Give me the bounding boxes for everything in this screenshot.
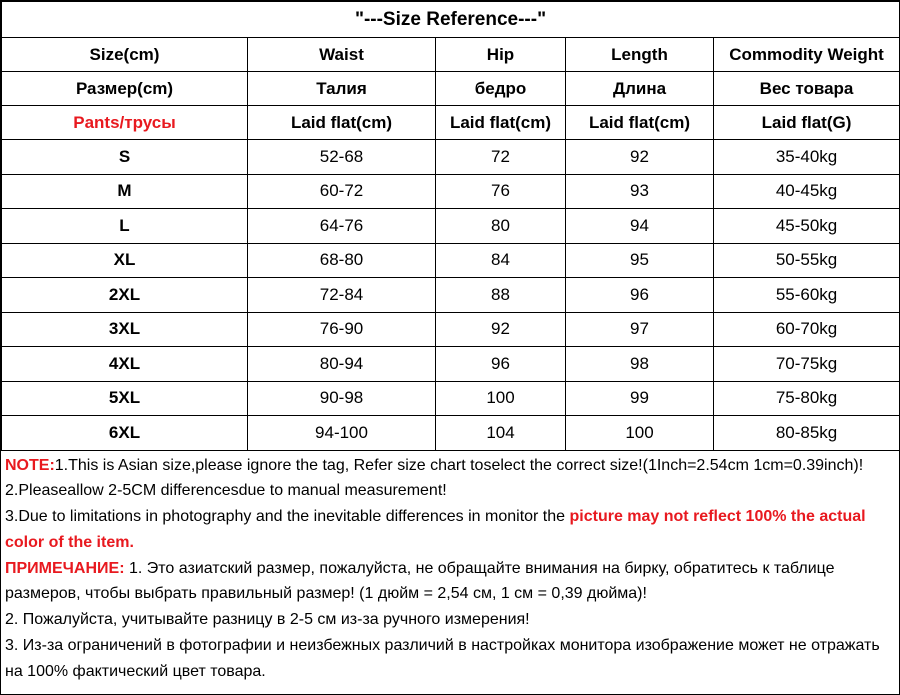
weight-cell: 55-60kg [714,278,900,313]
table-title-row [2,2,900,38]
unit-row [2,106,900,140]
size-cell: 4XL [2,347,248,382]
note-1-text: 1.This is Asian size,please ignore the tag, Refer size chart toselect the correct size!(1Inch=2.54cm 1cm=0.39inch)! [54,456,864,474]
length-cell: 94 [566,209,714,244]
header-hip-ru: бедро [436,72,566,106]
note-1 [5,453,895,479]
unit-hip: Laid flat(cm) [436,106,566,140]
waist-cell: 76-90 [248,312,436,347]
length-cell: 100 [566,416,714,451]
section-label-pants: Pants/трусы [2,106,248,140]
length-cell: 96 [566,278,714,313]
hip-cell: 84 [436,243,566,278]
waist-cell: 72-84 [248,278,436,313]
header-weight-ru: Вес товара [714,72,900,106]
header-row-ru [2,72,900,106]
weight-cell: 70-75kg [714,347,900,382]
waist-cell: 52-68 [248,140,436,175]
table-row [2,174,900,209]
size-cell: 5XL [2,381,248,416]
weight-cell: 75-80kg [714,381,900,416]
size-reference-table [1,1,900,451]
hip-cell: 88 [436,278,566,313]
table-row [2,243,900,278]
hip-cell: 80 [436,209,566,244]
header-hip-en: Hip [436,38,566,72]
unit-length: Laid flat(cm) [566,106,714,140]
ru-note-1 [5,556,895,608]
hip-cell: 96 [436,347,566,382]
size-cell: XL [2,243,248,278]
weight-cell: 45-50kg [714,209,900,244]
length-cell: 93 [566,174,714,209]
hip-cell: 92 [436,312,566,347]
note-3-text: 3.Due to limitations in photography and the inevitable differences in monitor the [5,508,570,526]
weight-cell: 80-85kg [714,416,900,451]
table-row [2,209,900,244]
ru-note-label: ПРИМЕЧАНИЕ: [5,559,125,577]
header-size-ru: Размер(cm) [2,72,248,106]
table-row [2,278,900,313]
unit-waist: Laid flat(cm) [248,106,436,140]
size-cell: 2XL [2,278,248,313]
size-cell: M [2,174,248,209]
note-3-highlight: picture may not reflect 100% the actual color of the item. [5,508,866,551]
notes-section [1,451,899,685]
hip-cell: 72 [436,140,566,175]
header-waist-ru: Талия [248,72,436,106]
length-cell: 99 [566,381,714,416]
length-cell: 92 [566,140,714,175]
table-row [2,347,900,382]
size-cell: S [2,140,248,175]
table-row [2,312,900,347]
size-cell: 3XL [2,312,248,347]
header-length-en: Length [566,38,714,72]
table-row [2,140,900,175]
header-row-en [2,38,900,72]
size-cell: 6XL [2,416,248,451]
weight-cell: 50-55kg [714,243,900,278]
hip-cell: 104 [436,416,566,451]
note-label: NOTE: [5,456,55,474]
length-cell: 97 [566,312,714,347]
header-weight-en: Commodity Weight [714,38,900,72]
hip-cell: 76 [436,174,566,209]
ru-note-2: 2. Пожалуйста, учитывайте разницу в 2-5 см из-за ручного измерения! [5,611,530,629]
table-row [2,381,900,416]
note-3 [5,504,895,556]
ru-note-3: 3. Из-за ограничений в фотографии и неизбежных различий в настройках монитора изображение может не отражать на 100% фактический цвет товара. [5,637,880,680]
length-cell: 95 [566,243,714,278]
table-row [2,416,900,451]
note-2: 2.Pleaseallow 2-5CM differencesdue to manual measurement! [5,482,447,500]
length-cell: 98 [566,347,714,382]
hip-cell: 100 [436,381,566,416]
waist-cell: 68-80 [248,243,436,278]
size-cell: L [2,209,248,244]
waist-cell: 94-100 [248,416,436,451]
header-size-en: Size(cm) [2,38,248,72]
unit-weight: Laid flat(G) [714,106,900,140]
ru-note-1-text: 1. Это азиатский размер, пожалуйста, не обращайте внимания на бирку, обратитесь к таблице размеров, чтобы выбрать правильный размер! (1 дюйм = 2,54 см, 1 см = 0,39 дюйма)! [5,559,835,603]
header-waist-en: Waist [248,38,436,72]
waist-cell: 90-98 [248,381,436,416]
waist-cell: 64-76 [248,209,436,244]
weight-cell: 40-45kg [714,174,900,209]
table-title: "---Size Reference---" [2,2,900,38]
weight-cell: 35-40kg [714,140,900,175]
waist-cell: 80-94 [248,347,436,382]
header-length-ru: Длина [566,72,714,106]
weight-cell: 60-70kg [714,312,900,347]
waist-cell: 60-72 [248,174,436,209]
